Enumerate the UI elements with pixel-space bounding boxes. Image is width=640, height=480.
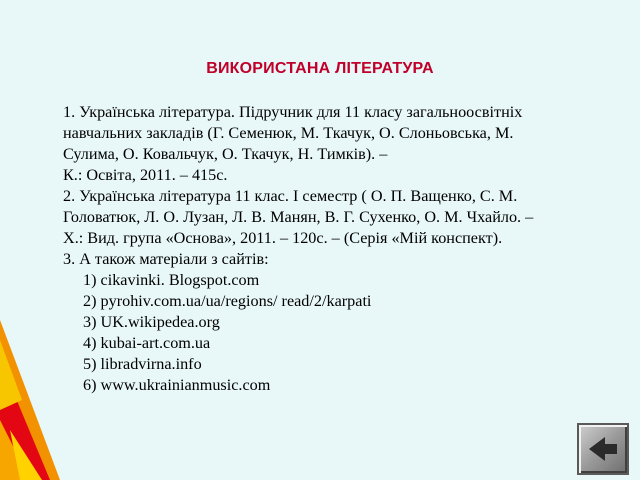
site-item: 3) UK.wikipedea.org xyxy=(83,313,220,331)
site-item: 1) cikavinki. Blogspot.com xyxy=(83,271,260,289)
slide-title: ВИКОРИСТАНА ЛІТЕРАТУРА xyxy=(206,60,434,77)
back-button[interactable] xyxy=(577,423,629,475)
reference-line: 1. Українська література. Підручник для 11 класу загальноосвітніх xyxy=(63,103,523,121)
reference-line: Х.: Вид. група «Основа», 2011. – 120с. – (Серія «Мій конспект). xyxy=(63,229,503,247)
site-item: 4) kubai-art.com.ua xyxy=(83,334,211,352)
reference-line: К.: Освіта, 2011. – 415с. xyxy=(63,166,228,184)
reference-line: 3. А також матеріали з сайтів: xyxy=(63,250,269,268)
reference-line: Сулима, О. Ковальчук, О. Ткачук, Н. Тимків). – xyxy=(63,145,388,163)
corner-decoration xyxy=(0,320,60,480)
references-list xyxy=(63,102,623,396)
site-item: 2) pyrohiv.com.ua/ua/regions/ read/2/karpati xyxy=(83,292,372,310)
reference-line: навчальних закладів (Г. Семенюк, М. Ткачук, О. Слоньовська, М. xyxy=(63,124,514,142)
reference-line: 2. Українська література 11 клас. І семестр ( О. П. Ващенко, С. М. xyxy=(63,187,518,205)
reference-line: Головатюк, Л. О. Лузан, Л. В. Манян, В. Г. Сухенко, О. М. Чхайло. – xyxy=(63,208,534,226)
site-item: 6) www.ukrainianmusic.com xyxy=(83,376,271,394)
site-item: 5) libradvirna.info xyxy=(83,355,202,373)
back-arrow-icon xyxy=(587,433,619,465)
